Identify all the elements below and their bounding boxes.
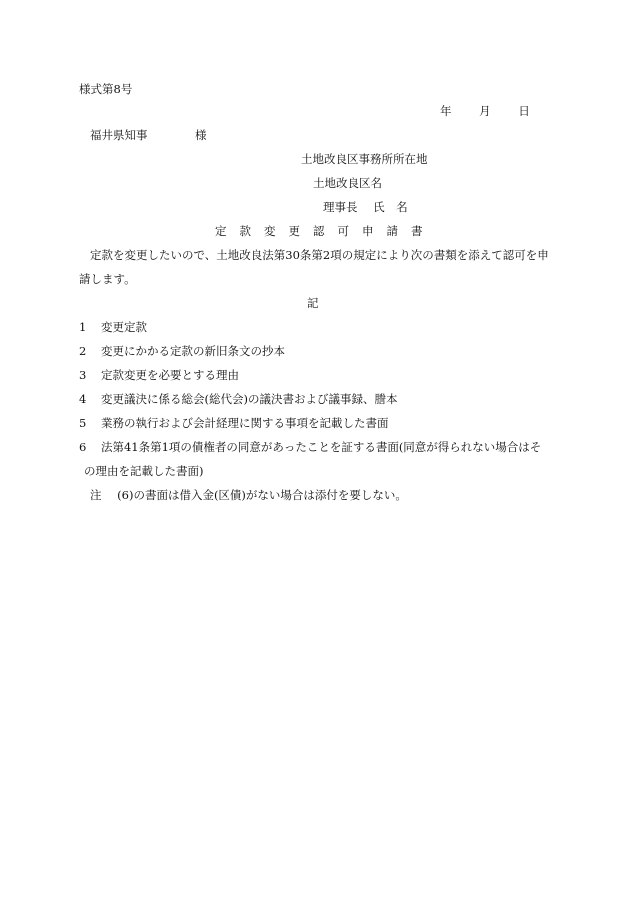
item-number: 4 xyxy=(79,392,87,406)
title-char: 認 xyxy=(313,224,325,238)
applicant-address-label: 土地改良区事務所所在地 xyxy=(301,152,428,166)
item-number: 6 xyxy=(79,440,87,454)
item-text: 変更にかかる定款の新旧条文の抄本 xyxy=(100,344,285,358)
item-number: 3 xyxy=(79,368,87,382)
list-item xyxy=(79,416,388,431)
note-label: 注 xyxy=(90,488,102,502)
list-item xyxy=(79,392,397,407)
item-text: 定款変更を必要とする理由 xyxy=(100,368,239,382)
title-char: 申 xyxy=(362,224,374,238)
item-number: 5 xyxy=(79,416,87,430)
note-text: (6)の書面は借入金(区債)がない場合は添付を要しない。 xyxy=(117,488,407,502)
form-number: 様式第8号 xyxy=(79,82,133,96)
list-item xyxy=(79,320,147,335)
title-char: 定 xyxy=(215,224,227,238)
title-char: 書 xyxy=(411,224,423,238)
date-year-label: 年 xyxy=(440,104,452,118)
addressee-honorific: 様 xyxy=(195,128,207,142)
list-item-continuation: の理由を記載した書面) xyxy=(84,464,204,478)
item-text: 業務の執行および会計経理に関する事項を記載した書面 xyxy=(100,416,389,430)
document-title xyxy=(215,224,423,239)
note-line xyxy=(90,488,407,503)
date-day-label: 日 xyxy=(518,104,530,118)
item-text: 変更定款 xyxy=(100,320,147,334)
ki-heading: 記 xyxy=(307,296,319,310)
list-item xyxy=(79,344,285,359)
item-text: 法第41条第1項の債権者の同意があったことを証する書面(同意が得られない場合はそ xyxy=(100,440,542,454)
chair-title: 理事長 xyxy=(323,200,358,214)
item-number: 1 xyxy=(79,320,87,334)
title-char: 更 xyxy=(288,224,300,238)
applicant-district-label: 土地改良区名 xyxy=(313,176,382,190)
title-char: 請 xyxy=(386,224,398,238)
title-char: 変 xyxy=(264,224,276,238)
date-line xyxy=(440,104,530,119)
body-line-1: 定款を変更したいので、土地改良法第30条第2項の規定により次の書類を添えて認可を申 xyxy=(90,248,549,262)
date-month-label: 月 xyxy=(479,104,491,118)
title-char: 可 xyxy=(337,224,349,238)
item-text: 変更議決に係る総会(総代会)の議決書および議事録、謄本 xyxy=(100,392,398,406)
list-item xyxy=(79,440,541,455)
title-char: 款 xyxy=(239,224,251,238)
body-line-2: 請します。 xyxy=(79,272,136,286)
addressee-name: 福井県知事 xyxy=(90,128,148,142)
item-number: 2 xyxy=(79,344,87,358)
list-item xyxy=(79,368,239,383)
chair-name-label: 氏 名 xyxy=(373,200,408,214)
applicant-chair xyxy=(323,200,408,215)
